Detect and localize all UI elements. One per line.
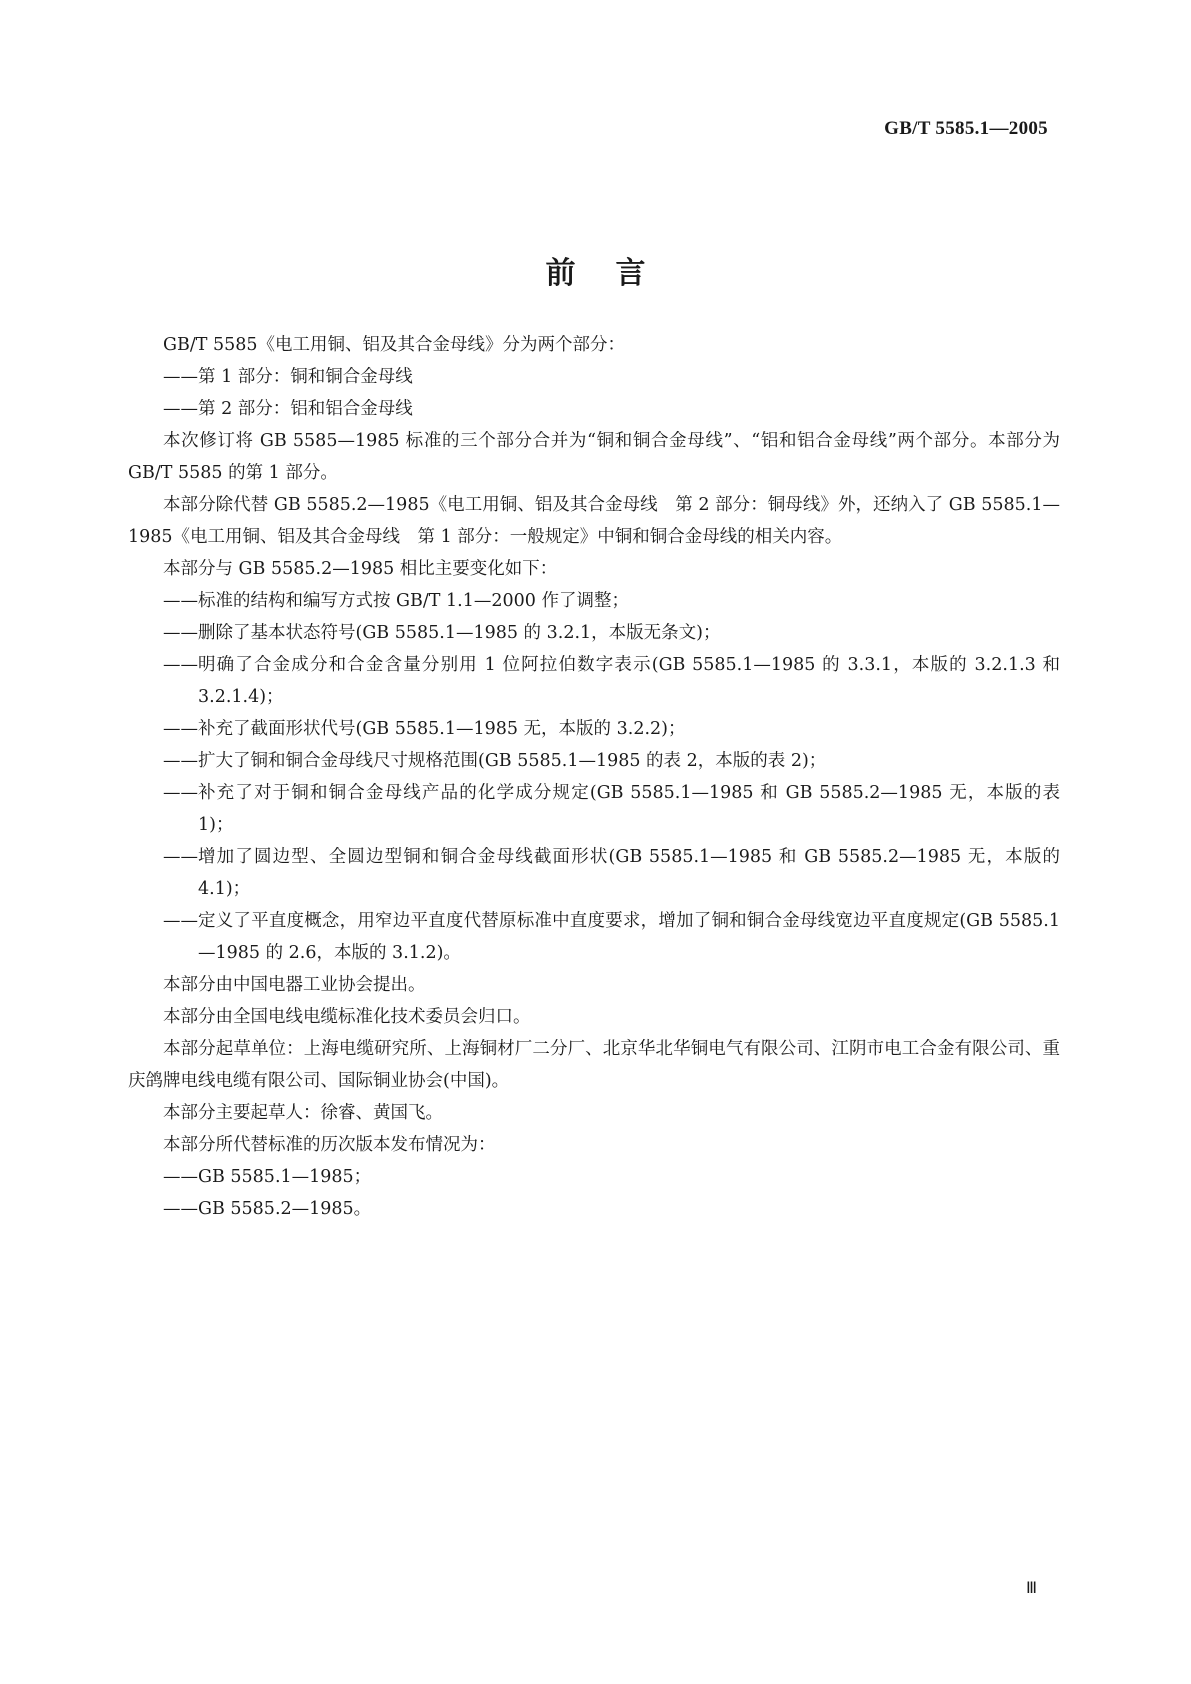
list-item	[128, 1193, 1060, 1225]
list-item-text: 扩大了铜和铜合金母线尺寸规格范围(GB 5585.1—1985 的表 2，本版的表 2)；	[198, 751, 827, 771]
paragraph: 本部分主要起草人：徐睿、黄国飞。	[163, 1103, 443, 1123]
list-item	[128, 649, 1060, 713]
list-item-text: 明确了合金成分和合金含量分别用 1 位阿拉伯数字表示(GB 5585.1—1985 的 3.3.1，本版的 3.2.1.3 和 3.2.1.4)；	[198, 655, 1060, 707]
dash-mark: ——	[163, 1167, 198, 1187]
foreword-body	[128, 329, 1060, 1225]
list-item	[128, 393, 1060, 425]
list-item-text: 第 1 部分：铜和铜合金母线	[198, 367, 413, 387]
dash-mark: ——	[163, 783, 198, 803]
list-item-text: 第 2 部分：铝和铝合金母线	[198, 399, 413, 419]
paragraph: 本部分除代替 GB 5585.2—1985《电工用铜、铝及其合金母线 第 2 部分：铜母线》外，还纳入了 GB 5585.1—1985《电工用铜、铝及其合金母线 第 1 部分：一般规定》中铜和铜合金母线的相关内容。	[128, 495, 1060, 547]
list-item-text: 补充了截面形状代号(GB 5585.1—1985 无，本版的 3.2.2)；	[198, 719, 686, 739]
list-item-text: 删除了基本状态符号(GB 5585.1—1985 的 3.2.1，本版无条文)；	[198, 623, 721, 643]
dash-mark: ——	[163, 399, 198, 419]
list-item	[128, 585, 1060, 617]
paragraph: 本部分由全国电线电缆标准化技术委员会归口。	[163, 1007, 531, 1027]
dash-mark: ——	[163, 719, 198, 739]
dash-mark: ——	[163, 1199, 198, 1219]
dash-mark: ——	[163, 655, 198, 675]
dash-mark: ——	[163, 751, 198, 771]
paragraph: GB/T 5585《电工用铜、铝及其合金母线》分为两个部分：	[163, 335, 626, 355]
list-item-text: GB 5585.1—1985；	[198, 1167, 372, 1187]
list-item-text: 增加了圆边型、全圆边型铜和铜合金母线截面形状(GB 5585.1—1985 和 GB 5585.2—1985 无，本版的 4.1)；	[198, 847, 1060, 899]
paragraph: 本部分由中国电器工业协会提出。	[163, 975, 426, 995]
paragraph: 本部分与 GB 5585.2—1985 相比主要变化如下：	[163, 559, 558, 579]
list-item	[128, 1161, 1060, 1193]
list-item	[128, 777, 1060, 841]
list-item-text: 定义了平直度概念，用窄边平直度代替原标准中直度要求，增加了铜和铜合金母线宽边平直度规定(GB 5585.1—1985 的 2.6，本版的 3.1.2)。	[198, 911, 1060, 963]
list-item	[128, 361, 1060, 393]
page-title: 前言	[545, 256, 686, 292]
list-item-text: 补充了对于铜和铜合金母线产品的化学成分规定(GB 5585.1—1985 和 GB 5585.2—1985 无，本版的表 1)；	[198, 783, 1060, 835]
dash-mark: ——	[163, 911, 198, 931]
list-item	[128, 841, 1060, 905]
paragraph: 本次修订将 GB 5585—1985 标准的三个部分合并为“铜和铜合金母线”、“铝和铝合金母线”两个部分。本部分为 GB/T 5585 的第 1 部分。	[128, 431, 1060, 483]
dash-mark: ——	[163, 591, 198, 611]
paragraph: 本部分所代替标准的历次版本发布情况为：	[163, 1135, 496, 1155]
list-item	[128, 905, 1060, 969]
list-item	[128, 713, 1060, 745]
page-number: Ⅲ	[1025, 1580, 1037, 1597]
list-item	[128, 745, 1060, 777]
list-item-text: 标准的结构和编写方式按 GB/T 1.1—2000 作了调整；	[198, 591, 629, 611]
dash-mark: ——	[163, 847, 198, 867]
dash-mark: ——	[163, 623, 198, 643]
paragraph: 本部分起草单位：上海电缆研究所、上海铜材厂二分厂、北京华北华铜电气有限公司、江阴市电工合金有限公司、重庆鸽牌电线电缆有限公司、国际铜业协会(中国)。	[128, 1039, 1060, 1091]
list-item-text: GB 5585.2—1985。	[198, 1199, 372, 1219]
dash-mark: ——	[163, 367, 198, 387]
standard-number: GB/T 5585.1—2005	[884, 118, 1048, 139]
list-item	[128, 617, 1060, 649]
